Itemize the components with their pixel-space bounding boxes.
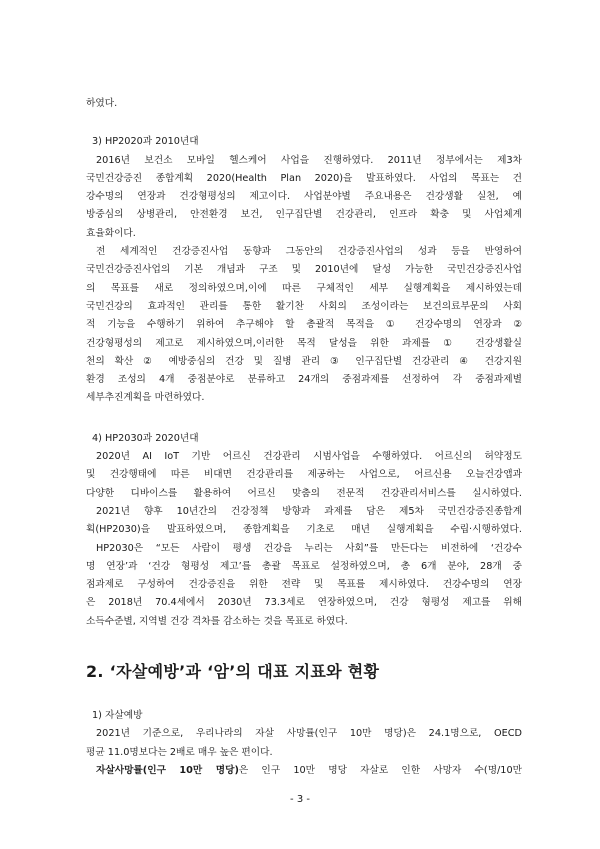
text-line: 다양한 디바이스를 활용하여 어르신 맞춤의 전문적 건강관리서비스를 실시하였다. <box>86 487 522 499</box>
text-line: 강수명의 연장과 건강형평성의 제고이다. 사업분야별 주요내용은 건강생활 실천, 예 <box>86 191 522 203</box>
text-line: 세부추진계획을 마련하였다. <box>86 392 205 404</box>
text-line: 평균 11.0명보다는 2배로 매우 높은 편이다. <box>86 746 273 758</box>
text-line: 국민건강증진 종합계획 2020(Health Plan 2020)을 발표하였다. 사업의 목표는 건 <box>86 172 522 184</box>
section-title: 2. ‘자살예방’과 ‘암’의 대표 지표와 현황 <box>86 662 380 682</box>
hp2020-heading: 3) HP2020과 2010년대 <box>92 136 199 148</box>
text-line: 은 2018년 70.4세에서 2030년 73.3세로 연장하였으며, 건강 형평성 제고를 위해 <box>86 597 522 609</box>
hp2030-paragraph-1 <box>86 448 522 503</box>
spacer <box>86 408 522 430</box>
suicide-paragraph-2 <box>86 762 522 780</box>
intro-tail: 하였다. <box>86 98 118 109</box>
text-line: 의 목표를 새로 정의하였으며,이에 따른 구체적인 세부 실행계획을 제시하였는데 <box>86 282 522 294</box>
text-line: 천의 확산 ② 예방중심의 건강 및 질병 관리 ③ 인구집단별 건강관리 ④ 건강지원 <box>86 355 522 367</box>
text-line: 소득수준별, 지역별 건강 격차를 감소하는 것을 목표로 하였다. <box>86 615 348 627</box>
text-line: HP2030은 “모든 사람이 평생 건강을 누리는 사회”를 만든다는 비전하에 ‘건강수 <box>96 542 522 554</box>
document-body <box>86 95 522 780</box>
hp2030-paragraph-3 <box>86 540 522 631</box>
suicide-paragraph-1 <box>86 725 522 762</box>
text-line: 환경 조성의 4개 중점분야로 분류하고 24개의 중점과제를 선정하여 각 중점과제별 <box>86 374 522 386</box>
page-number: - 3 - <box>290 794 310 805</box>
hp2020-paragraph-1 <box>86 152 522 243</box>
spacer <box>86 631 522 661</box>
text-line: 효율화이다. <box>86 227 136 239</box>
text-line: 국민건강의 효과적인 관리를 통한 활기찬 사회의 조성이라는 보건의료부문의 사회 <box>86 300 522 312</box>
text-line: 획(HP2030)을 발표하였으며, 종합계획을 기초로 매년 실행계획을 수립·시행하였다. <box>86 524 522 536</box>
text-run: 은 인구 10만 명당 자살로 인한 사망자 수(명/10만 <box>238 764 522 776</box>
text-line: 명 연장’과 ‘건강 형평성 제고’를 총괄 목표로 설정하였으며, 총 6개 분야, 28개 중 <box>86 560 522 572</box>
text-line: 건강형평성의 제고로 제시하였으며,이러한 목적 달성을 위한 과제를 ① 건강생활실 <box>86 337 522 349</box>
text-line: 국민건강증진사업의 기본 개념과 구조 및 2010년에 달성 가능한 국민건강증진사업 <box>86 264 522 276</box>
text-line: 및 건강행태에 따른 비대면 건강관리를 제공하는 사업으로, 어르신용 오늘건강앱과 <box>86 469 522 481</box>
text-line: 2021년 기준으로, 우리나라의 자살 사망률(인구 10만 명당)은 24.1명으로, OECD <box>96 728 522 740</box>
text-line: 2016년 보건소 모바일 헬스케어 사업을 진행하였다. 2011년 정부에서는 제3차 <box>96 154 522 166</box>
bold-term: 자살사망률(인구 10만 명당) <box>96 764 239 776</box>
text-line: 방중심의 상병관리, 안전환경 보건, 인구집단별 건강관리, 인프라 확충 및 사업체계 <box>86 209 522 221</box>
spacer <box>86 113 522 133</box>
hp2020-paragraph-2 <box>86 243 522 408</box>
text-line: 점과제로 구성하여 건강증진을 위한 전략 및 목표를 제시하였다. 건강수명의 연장 <box>86 579 522 591</box>
spacer <box>86 683 522 707</box>
text-line: 2021년 향후 10년간의 건강정책 방향과 과제를 담은 제5차 국민건강증진종합계 <box>96 505 522 517</box>
text-line: 전 세계적인 건강증진사업 동향과 그동안의 건강증진사업의 성과 등을 반영하여 <box>96 246 522 258</box>
text-line: 2020년 AI IoT 기반 어르신 건강관리 시범사업을 수행하였다. 어르신의 허약정도 <box>96 451 522 463</box>
suicide-prevention-heading: 1) 자살예방 <box>92 710 143 722</box>
hp2030-paragraph-2 <box>86 503 522 540</box>
text-line: 적 기능을 수행하기 위하여 추구해야 할 총괄적 목적을 ① 건강수명의 연장과 ② <box>86 319 522 331</box>
hp2030-heading: 4) HP2030과 2020년대 <box>92 432 199 444</box>
